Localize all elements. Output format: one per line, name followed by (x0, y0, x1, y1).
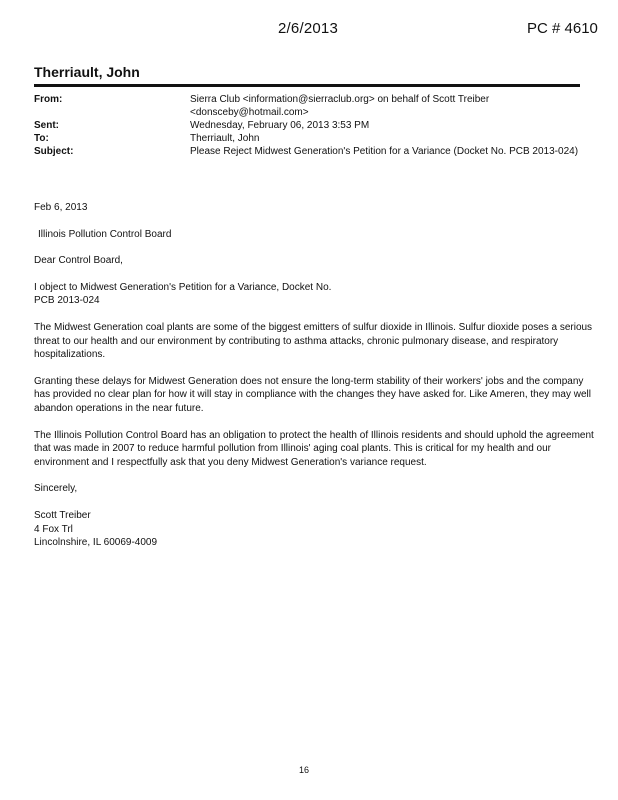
from-label: From: (34, 94, 63, 105)
from-value-line1: Sierra Club <information@sierraclub.org> on behalf of Scott Treiber (190, 94, 490, 105)
header-divider (34, 84, 580, 87)
signature-name: Scott Treiber (34, 509, 91, 521)
subject-value: Please Reject Midwest Generation's Petition for a Variance (Docket No. PCB 2013-024) (190, 146, 579, 157)
sent-label: Sent: (34, 120, 59, 131)
letter-closing: Sincerely, (34, 483, 78, 495)
email-headers (34, 93, 594, 158)
subject-label: Subject: (34, 146, 74, 157)
page-number: 16 (299, 765, 310, 775)
to-label: To: (34, 133, 49, 144)
letter-date: Feb 6, 2013 (34, 202, 88, 213)
to-value: Therriault, John (190, 133, 260, 144)
letter-paragraph-1: I object to Midwest Generation's Petition for a Variance, Docket No. PCB 2013-024 (34, 281, 332, 307)
letter-paragraph-3: Granting these delays for Midwest Generation does not ensure the long-term stability of their workers' jobs and the company has provided no clear plan for how it will stay in compliance with the changes they have asked for. Like Ameren, they may well abandon operations in the near future. (34, 375, 591, 414)
letter-salutation: Dear Control Board, (34, 255, 123, 267)
pc-number: PC # 4610 (527, 20, 598, 37)
letter-addressee: Illinois Pollution Control Board (38, 228, 172, 240)
signature-block (34, 509, 594, 550)
letter-body (34, 201, 594, 550)
letter-paragraph-2: The Midwest Generation coal plants are some of the biggest emitters of sulfur dioxide in Illinois. Sulfur dioxide poses a serious threat to our health and our environment by contributing to asthma attacks, chronic pulmonary disease, and respiratory hospitalizations. (34, 321, 593, 361)
sent-row (34, 119, 594, 132)
sent-value: Wednesday, February 06, 2013 3:53 PM (190, 120, 370, 131)
header-name: Therriault, John (34, 64, 140, 80)
subject-row (34, 145, 594, 158)
signature-street: 4 Fox Trl (34, 523, 73, 535)
to-row (34, 132, 594, 145)
from-value (190, 93, 594, 119)
from-row (34, 93, 594, 119)
signature-city: Lincolnshire, IL 60069-4009 (34, 537, 158, 549)
letter-paragraph-4: The Illinois Pollution Control Board has an obligation to protect the health of Illinois residents and should uphold the agreement that was made in 2007 to reduce harmful pollution from Illinois' aging coal plants. This is critical for my health and our environment and I respectfully ask that you deny Midwest Generation's variance request. (34, 429, 594, 468)
stamp-date: 2/6/2013 (278, 20, 338, 37)
from-value-line2: <donsceby@hotmail.com> (190, 107, 309, 118)
